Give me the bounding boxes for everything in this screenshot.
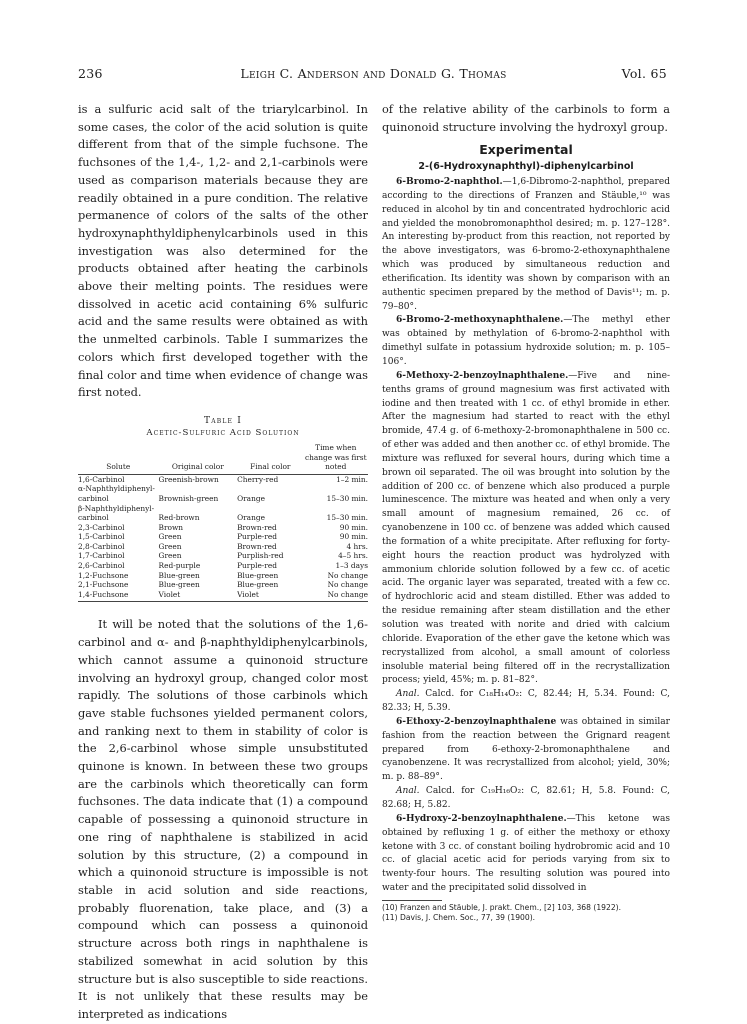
table-cell: Purple-red [237, 532, 277, 542]
table-cell: Blue-green [237, 570, 279, 580]
table-row [78, 590, 368, 602]
table-cell: carbinol [78, 513, 109, 523]
experimental-paragraph [382, 813, 670, 896]
footnote-11: (11) Davis, J. Chem. Soc., 77, 39 (1900). [382, 913, 536, 923]
table-cell [159, 484, 238, 494]
table-cell: Orange [237, 513, 265, 523]
table-cell: Red-brown [158, 513, 200, 523]
table-cell: Brown-red [237, 522, 277, 532]
table-cell: β-Naphthyldiphenyl- [78, 503, 155, 513]
header-final-color: Final color [237, 443, 303, 474]
table-cell: 15–30 min. [326, 493, 368, 503]
table-row [78, 504, 368, 514]
color-table [78, 443, 368, 603]
table-cell [159, 504, 238, 514]
table-row [78, 513, 368, 523]
table-cell [237, 504, 303, 514]
table-cell: 2,3-Carbinol [78, 522, 125, 532]
table-cell: α-Naphthyldiphenyl- [78, 484, 155, 494]
table-cell: Blue-green [237, 580, 279, 590]
header-solute: Solute [78, 443, 159, 474]
table-row [78, 484, 368, 494]
table-cell: Orange [237, 493, 265, 503]
footnote-rule [382, 900, 442, 901]
table-cell [237, 484, 303, 494]
right-column [382, 101, 670, 923]
subsection-title: 2-(6-Hydroxynaphthyl)-diphenylcarbinol [418, 161, 634, 172]
table-row [78, 494, 368, 504]
table-cell: 2,6-Carbinol [78, 561, 125, 571]
paragraph-heading: 6-Hydroxy-2-benzoylnaphthalene. [396, 813, 567, 824]
table-title: Table I [204, 415, 242, 426]
table-cell: Green [158, 551, 182, 561]
experimental-paragraphs [382, 176, 670, 896]
paragraph-text: —1,6-Dibromo-2-naphthol, prepared according to the directions of Franzen and Stäuble,¹⁰ was reduced in alcohol by tin and concentrated hydrochloric acid and yielded the monobromonaphthol desired; m. p. 127–128°. An interesting by-product from this reaction, not reported by the above investigators, was 6-bromo-2-ethoxynaphthalene which was produced by simultaneous reduction and etherification. Its identity was shown by comparison with an authentic specimen prepared by the method of Davis¹¹; m. p. 79–80°. [382, 177, 670, 312]
table-cell: Blue-green [158, 570, 200, 580]
continuation-paragraph: of the relative ability of the carbinols to form a quinonoid structure involving the hydroxyl group. [382, 103, 670, 134]
paragraph-heading: Anal. [396, 786, 420, 797]
table-cell: 90 min. [339, 532, 368, 542]
table-cell: 1–3 days [335, 561, 368, 571]
intro-paragraph: is a sulfuric acid salt of the triarylcarbinol. In some cases, the color of the acid solution is quite different from that of the simple fuchsone. The fuchsones of the 1,4-, 1,2- and 2,1-carbinols were used as comparison materials because they are readily obtained in a pure condition. The relative permanence of colors of the salts of the other hydroxynaphthyldiphenylcarbinols used in this investigation was also determined for the products obtained after heating the carbinols above their melting points. The residues were dissolved in acetic acid containing 6% sulfuric acid and the same results were obtained as with the unmelted carbinols. Table I summarizes the colors which first developed together with the final color and time when evidence of change was first noted. [78, 102, 368, 400]
table-cell: 2,1-Fuchsone [78, 580, 129, 590]
header-original-color: Original color [159, 443, 238, 474]
table-cell: 1,4-Fuchsone [78, 590, 159, 602]
experimental-paragraph [382, 688, 670, 716]
paragraph-text: —This ketone was obtained by refluxing 1 g. of either the methoxy or ethoxy ketone with 3 cc. of constant boiling hydrobromic acid and 10 cc. of glacial acetic acid for periods varying from six to twenty-four hours. The resulting solution was poured into water and the precipitated solid dissolved in [382, 813, 670, 894]
table-cell: Brown-red [237, 541, 277, 551]
table-cell: 2,8-Carbinol [78, 541, 125, 551]
header-time-change: Time when change was first noted [304, 443, 368, 474]
table-cell: Green [158, 532, 182, 542]
table-cell: Violet [237, 590, 303, 602]
table-cell: Violet [159, 590, 238, 602]
table-row [78, 532, 368, 542]
table-cell: Cherry-red [237, 474, 279, 484]
table-cell: No change [304, 590, 368, 602]
table-cell: No change [327, 570, 368, 580]
section-title-experimental: Experimental [479, 142, 573, 157]
running-header-authors: Leigh C. Anderson and Donald G. Thomas [240, 66, 507, 81]
paragraph-text: —The methyl ether was obtained by methylation of 6-bromo-2-naphthol with dimethyl sulfate in potassium hydroxide solution; m. p. 105–106°. [382, 315, 670, 367]
experimental-paragraph [382, 176, 670, 314]
table-cell: Purplish-red [237, 551, 284, 561]
paragraph-heading: 6-Bromo-2-methoxynaphthalene. [396, 315, 564, 326]
table-cell: Purple-red [237, 561, 277, 571]
table-cell: Red-purple [158, 561, 201, 571]
footnote-10: (10) Franzen and Stäuble, J. prakt. Chem., [2] 103, 368 (1922). [382, 902, 622, 912]
table-row [78, 551, 368, 561]
table-row [78, 474, 368, 484]
table-cell: 1,7-Carbinol [78, 551, 125, 561]
experimental-paragraph [382, 785, 670, 813]
paragraph-text: Calcd. for C₁₉H₁₆O₂: C, 82.61; H, 5.8. Found: C, 82.68; H, 5.82. [382, 786, 670, 810]
table-cell: Blue-green [158, 580, 200, 590]
table-row [78, 561, 368, 571]
table-cell: 4–5 hrs. [338, 551, 368, 561]
table-cell: Brownish-green [158, 493, 219, 503]
experimental-paragraph [382, 716, 670, 785]
left-column [78, 101, 368, 1024]
table-row [78, 523, 368, 533]
table-cell: 1,5-Carbinol [78, 532, 125, 542]
experimental-paragraph [382, 370, 670, 688]
table-row [78, 580, 368, 590]
table-cell: 1,6-Carbinol [78, 474, 125, 484]
paragraph-heading: 6-Methoxy-2-benzoylnaphthalene. [396, 370, 569, 381]
table-cell: 90 min. [339, 522, 368, 532]
table-body [78, 474, 368, 602]
table-cell: Greenish-brown [158, 474, 219, 484]
table-header-row [78, 443, 368, 474]
discussion-paragraph: It will be noted that the solutions of the 1,6-carbinol and α- and β-naphthyldiphenylcarbinols, which cannot assume a quinonoid structure involving an hydroxyl group, changed color most rapidly. The solutions of those carbinols which gave stable fuchsones yielded permanent colors, and ranking next to them in stability of color is the 2,6-carbinol whose simple unsubstituted quinone is known. In between these two groups are the carbinols which theoretically can form fuchsones. The data indicate that (1) a compound capable of possessing a quinonoid structure in one ring of naphthalene is stabilized in acid solution by this structure, (2) a compound in which a quinonoid structure is impossible is not stable in acid solution and side reactions, probably fluorenation, take place, and (3) a compound which can possess a quinonoid structure across both rings in naphthalene is stabilized somewhat in acid solution by this structure but is also susceptible to side reactions. It is not unlikely that these results may be interpreted as indications [78, 617, 368, 1021]
table-cell: 4 hrs. [346, 541, 368, 551]
table-cell [304, 484, 368, 494]
table-cell: Green [158, 541, 182, 551]
table-cell [304, 504, 368, 514]
paragraph-text: —Five and nine-tenths grams of ground magnesium was first activated with iodine and then treated with 1 cc. of ethyl bromide in ether. After the magnesium had started to react with the ethyl bromide, 47.4 g. of 6-methoxy-2-bromonaphthalene in 500 cc. of ether was added and then another cc. of ethyl bromide. The mixture was refluxed for several hours, during which time a brown oil separated. The oil was brought into solution by the addition of 200 cc. of benzene which also produced a purple luminescence. The mixture was heated and when only a very small amount of magnesium remained, 26 cc. of cyanobenzene in 100 cc. of benzene was added which caused the formation of a white precipitate. After refluxing for forty-eight hours the reaction product was hydrolyzed with ammonium chloride solution followed by a few cc. of acetic acid. The organic layer was separated, treated with a few cc. of hydrochloric acid and steam distilled. Ether was added to the residue remaining after steam distillation and the ether solution was treated with norite and dried with calcium chloride. Evaporation of the ether gave the ketone which was recrystallized from alcohol, a small amount of colorless insoluble material being filtered off in the recrystallization process; yield, 45%; m. p. 81–82°. [382, 370, 670, 686]
table-cell: No change [327, 580, 368, 590]
table-cell: 1,2-Fuchsone [78, 570, 129, 580]
paragraph-heading: 6-Ethoxy-2-benzoylnaphthalene [396, 716, 557, 727]
page-number: 236 [78, 66, 103, 81]
table-row [78, 542, 368, 552]
table-cell: carbinol [78, 493, 109, 503]
experimental-paragraph [382, 314, 670, 369]
paragraph-text: Calcd. for C₁₈H₁₄O₂: C, 82.44; H, 5.34. Found: C, 82.33; H, 5.39. [382, 689, 670, 714]
paragraph-text: was obtained in similar fashion from the reaction between the Grignard reagent prepared from 6-ethoxy-2-bromonaphthalene and cyanobenzene. It was recrystallized from alcohol; yield, 30%; m. p. 88–89°. [382, 716, 670, 783]
table-cell: 15–30 min. [326, 513, 368, 523]
paragraph-heading: Anal. [396, 689, 420, 700]
table-cell: Brown [158, 522, 184, 532]
table-caption: Acetic-Sulfuric Acid Solution [146, 427, 300, 438]
paragraph-heading: 6-Bromo-2-naphthol. [396, 177, 503, 187]
table-cell: 1–2 min. [336, 474, 368, 484]
volume-label: Vol. 65 [621, 66, 667, 81]
table-row [78, 571, 368, 581]
